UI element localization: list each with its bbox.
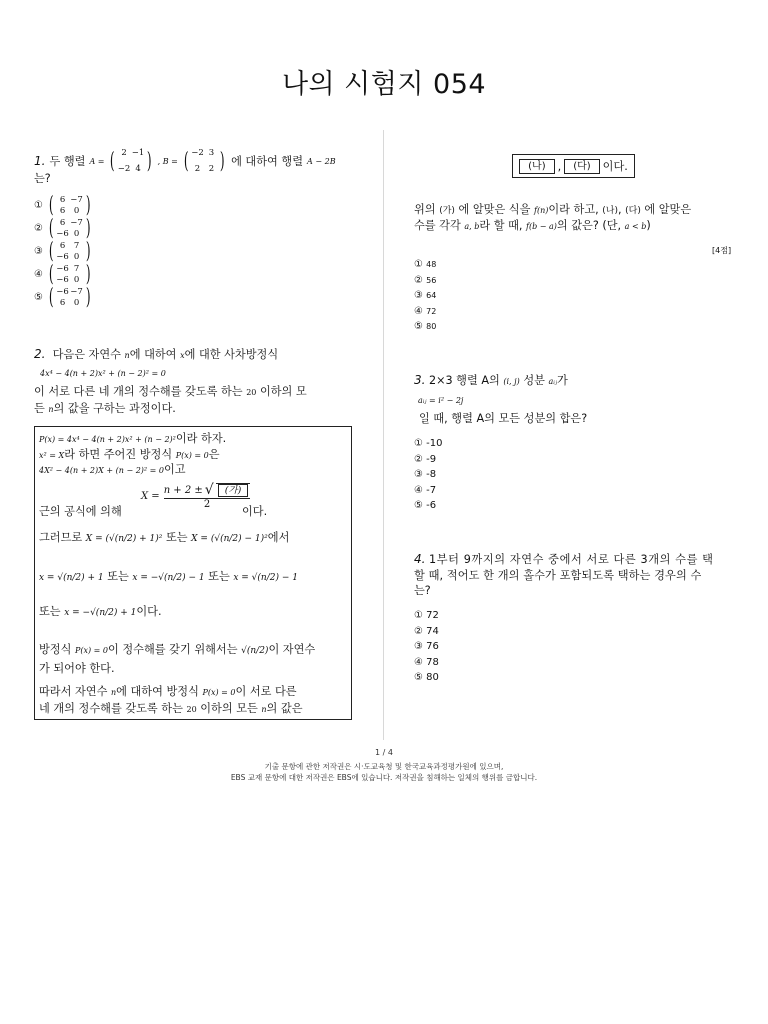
- choice-mark: ②: [414, 625, 427, 637]
- q2b-l1-c: 이라 하고,: [548, 203, 599, 216]
- choice-mark: ②: [414, 274, 427, 286]
- q4-line1: [414, 552, 714, 567]
- matrix-entry: 7: [73, 264, 80, 274]
- box-l6-math3: x = √(n/2) − 1: [233, 573, 298, 583]
- q2-l2-a: 이 서로 다른 네 개의 정수해를 갖도록 하는: [34, 385, 243, 398]
- choice-mark: ②: [34, 222, 43, 234]
- box-l2-math: x² = X: [39, 451, 65, 460]
- box-l8-b: 이 정수해를 갖기 위해서는: [108, 643, 238, 656]
- choice-mark: ③: [414, 641, 427, 652]
- box-l11-c: 의 값은: [266, 702, 303, 715]
- box-l11-twenty: 20: [186, 705, 197, 714]
- choice-mark: ⑤: [414, 500, 427, 511]
- q4-line3: 는?: [414, 584, 431, 597]
- q2b-l2-c: 의 값은? (단,: [556, 219, 622, 232]
- box-l6-math1: x = √(n/2) + 1: [39, 573, 104, 583]
- choice-value: -10: [426, 438, 443, 449]
- matrix-entry: −2: [191, 148, 204, 158]
- q2-x: x: [180, 351, 185, 360]
- q2b-choice-5[interactable]: [414, 321, 436, 337]
- q1-choice-2[interactable]: [34, 217, 92, 240]
- box-l5-mid: 또는: [165, 531, 188, 544]
- q1-text-post: 는?: [34, 172, 51, 185]
- box-l10-math: P(x) = 0: [202, 688, 236, 697]
- q2b-na: (나): [602, 206, 618, 216]
- matrix-entry: 2: [194, 164, 201, 174]
- matrix-entry: 0: [73, 298, 80, 308]
- q2-n: n: [124, 351, 130, 360]
- box-root-formula: X = n + 2 ± √ (가) 2: [141, 482, 250, 510]
- choice-value: 80: [426, 672, 439, 683]
- page-title: 나의 시험지 054: [281, 69, 487, 100]
- choice-matrix: ( −6 7 −6 0 ): [48, 261, 91, 287]
- matrix-entry: −7: [70, 287, 83, 297]
- copyright-line2: EBS 교재 문항에 대한 저작권은 EBS에 있습니다. 저작권을 침해하는 일체의 행위를 금합니다.: [230, 773, 538, 782]
- q2-line2: [34, 384, 307, 400]
- matrix-entry: −7: [70, 195, 83, 205]
- matrix-entry: 2: [208, 164, 215, 174]
- box-l6-or1: 또는: [107, 570, 129, 583]
- box-l1-text: 이라 하자.: [175, 432, 227, 445]
- q2-l3-a: 든: [34, 402, 45, 415]
- choice-mark: ④: [34, 268, 43, 280]
- q2b-l2-b: 라 할 때,: [479, 219, 523, 232]
- choice-matrix: ( 6 −7 6 0 ): [48, 192, 91, 218]
- choice-mark: ④: [414, 484, 427, 496]
- q1-text-mid: 에 대하여 행렬: [231, 155, 304, 168]
- box-line8: [39, 642, 315, 659]
- box-l4-num: n + 2 ±: [163, 484, 203, 496]
- matrix-entry: 0: [73, 275, 80, 285]
- matrix-entry: 6: [59, 218, 66, 228]
- choice-mark: ⑤: [414, 321, 427, 332]
- q3-aij: aᵢⱼ: [548, 377, 557, 386]
- q4-number: 4.: [414, 552, 426, 566]
- box-l5-math2: X = (√(n/2) − 1)²: [191, 534, 268, 544]
- choice-value: -8: [426, 469, 437, 480]
- box-l10-n: n: [110, 688, 117, 697]
- q2b-altb: a < b: [624, 222, 647, 231]
- q2b-da: (다): [625, 206, 641, 216]
- q2b-l1-a: 위의: [414, 203, 436, 216]
- matrix-entry: 4: [135, 164, 141, 174]
- q2b-l1-d: 에 알맞은: [644, 203, 692, 216]
- q2-l1-a: 다음은 자연수: [52, 348, 121, 361]
- q2b-choice-1[interactable]: [414, 259, 436, 275]
- matrix-entry: 3: [208, 148, 215, 158]
- box-line6: [39, 569, 298, 586]
- q3-number: 3.: [414, 373, 426, 387]
- choice-mark: ③: [414, 469, 427, 480]
- page-number: 1 / 4: [375, 748, 393, 757]
- q2-l1-c: 에 대한 사차방정식: [184, 348, 279, 361]
- choice-mark: ③: [414, 290, 427, 301]
- matrix-entry: 2: [121, 148, 127, 158]
- q3-formula: aᵢⱼ = i² − 2j: [418, 396, 464, 405]
- choice-matrix: ( 6 −7 −6 0 ): [48, 215, 91, 241]
- choice-mark: ①: [414, 438, 427, 449]
- q4-line2: 할 때, 적어도 한 개의 홀수가 포함되도록 택하는 경우의 수: [414, 569, 702, 582]
- box-l10-a: 따라서 자연수: [39, 685, 108, 698]
- q2-l3-b: 의 값을 구하는 과정이다.: [53, 402, 176, 415]
- q2b-fn: f(n): [534, 206, 549, 215]
- choice-value: -6: [426, 500, 437, 511]
- matrix-entry: −6: [56, 229, 69, 239]
- q2-twenty: 20: [246, 388, 257, 397]
- box-l4-den: 2: [203, 499, 211, 510]
- box-l7-end: 이다.: [136, 605, 162, 618]
- choice-mark: ①: [34, 199, 43, 211]
- choice-mark: ④: [414, 656, 427, 668]
- choice-value: -7: [426, 484, 437, 496]
- box-l7-pre: 또는: [39, 605, 61, 618]
- box-l3-math: 4X² − 4(n + 2)X + (n − 2)² = 0: [39, 466, 164, 475]
- q3-choice-1[interactable]: [414, 438, 443, 454]
- box-l8-a: 방정식: [39, 643, 72, 656]
- q2-proof-box: [34, 426, 352, 720]
- box-l8-math2: √(n/2): [241, 646, 269, 656]
- q2b-l2-d: ): [646, 219, 651, 232]
- q1-expr: A − 2B: [307, 157, 336, 166]
- q1-choice-5[interactable]: [34, 286, 92, 309]
- box-l11-b: 이하의 모든: [200, 702, 258, 715]
- q2b-choice-2[interactable]: [414, 275, 436, 291]
- matrix-entry: 6: [59, 298, 66, 308]
- q3-line1: [414, 373, 568, 389]
- choice-matrix: ( 6 7 −6 0 ): [48, 238, 91, 264]
- box-l11-n: n: [261, 705, 267, 714]
- matrix-entry: 0: [73, 229, 80, 239]
- na-blank: (나): [519, 159, 554, 174]
- matrix-entry: 6: [59, 241, 66, 251]
- q3-choice-3[interactable]: [414, 469, 443, 485]
- matrix-entry: −6: [56, 275, 69, 285]
- choice-matrix: ( −6 −7 6 0 ): [48, 284, 91, 310]
- q2b-ab: a, b: [464, 222, 480, 231]
- q3-line2: 일 때, 행렬 A의 모든 성분의 합은?: [419, 412, 588, 425]
- box-l5-end: 에서: [267, 531, 290, 544]
- q4-choice-4[interactable]: [414, 657, 439, 673]
- choice-mark: ②: [414, 453, 427, 465]
- q2b-l1-b: 에 알맞은 식을: [458, 203, 531, 216]
- q2-l1-b: 에 대하여: [129, 348, 177, 361]
- q3-choice-5[interactable]: [414, 500, 443, 516]
- q4-choices: [414, 610, 439, 688]
- box-l1-math: P(x) = 4x⁴ − 4(n + 2)x² + (n − 2)²: [39, 435, 176, 444]
- matrix-entry: 6: [59, 206, 66, 216]
- q4-choice-5[interactable]: [414, 672, 439, 688]
- q3-choices: [414, 438, 443, 516]
- q3-l1-a: 2×3 행렬 A의: [429, 374, 500, 387]
- box-l5-math1: X = (√(n/2) + 1)²: [85, 534, 163, 544]
- box-line2: [39, 447, 220, 463]
- choice-value: 72: [426, 610, 439, 621]
- choice-mark: ①: [414, 259, 427, 270]
- q2-l2-b: 이하의 모: [259, 385, 307, 398]
- box-l8-c: 이 자연수: [268, 643, 316, 656]
- q2b-l2-a: 수를 각각: [414, 219, 461, 232]
- box-l4-x: X =: [141, 490, 160, 502]
- da-blank: (다): [564, 159, 599, 174]
- box-l2-text: 라 하면 주어진 방정식: [64, 448, 173, 461]
- box-l2-math2: P(x) = 0: [175, 451, 209, 460]
- matrix-entry: −6: [56, 287, 69, 297]
- q4-l1: 1부터 9까지의 자연수 중에서 서로 다른 3개의 수를 택: [429, 553, 714, 566]
- choice-value: 76: [426, 641, 439, 652]
- q1-a-label: A =: [89, 157, 105, 166]
- q2b-points: [4점]: [712, 246, 732, 255]
- box-l5-text: 그러므로: [39, 531, 83, 544]
- q3-ij: (i, j): [503, 377, 520, 386]
- q3-l1-b: 성분: [523, 374, 545, 387]
- q1-choice-1[interactable]: [34, 194, 92, 217]
- q1-choice-4[interactable]: [34, 263, 92, 286]
- choice-mark: ⑤: [34, 291, 43, 303]
- box-line4-text: 근의 공식에 의해: [39, 505, 122, 518]
- q1-stem: [34, 146, 336, 177]
- q3-l1-c: 가: [557, 374, 568, 387]
- q2b-choice-3[interactable]: [414, 290, 436, 306]
- box-line1: [39, 431, 226, 447]
- choice-value: -9: [426, 453, 437, 465]
- q2b-line1: [414, 202, 691, 219]
- box-l4-end: 이다.: [242, 505, 268, 518]
- q3-choice-4[interactable]: [414, 485, 443, 501]
- q1-text-pre: 두 행렬: [49, 155, 86, 168]
- box-line3: [39, 462, 186, 478]
- box-l11-a: 네 개의 정수해를 갖도록 하는: [39, 702, 183, 715]
- q1-matrix-b: ( −2 3 2 2 ): [182, 146, 227, 177]
- q1-number: 1.: [34, 154, 46, 168]
- matrix-entry: −6: [56, 252, 69, 262]
- matrix-entry: 6: [59, 195, 66, 205]
- choice-mark: ⑤: [414, 672, 427, 683]
- matrix-entry: −2: [117, 164, 131, 174]
- box-l10-c: 이 서로 다른: [235, 685, 297, 698]
- choice-value: 72: [426, 306, 437, 316]
- copyright-line1: 기출 문항에 관한 저작권은 시·도교육청 및 한국교육과정평가원에 있으며,: [264, 762, 504, 771]
- q2b-sep: ,: [617, 203, 622, 216]
- q2b-line2: [414, 218, 651, 234]
- box-line9: 가 되어야 한다.: [39, 662, 115, 675]
- choice-mark: ①: [414, 610, 427, 621]
- matrix-entry: −1: [131, 148, 145, 158]
- choice-value: 78: [426, 656, 439, 668]
- box-l7-math: x = −√(n/2) + 1: [64, 608, 137, 618]
- box-line10: [39, 684, 297, 700]
- choice-value: 80: [426, 322, 437, 331]
- box-line5: [39, 530, 289, 547]
- box-l10-b: 에 대하여 방정식: [116, 685, 199, 698]
- matrix-entry: 0: [73, 252, 80, 262]
- q2-number: 2.: [34, 347, 46, 361]
- box-line7: [39, 604, 162, 621]
- q4-choice-1[interactable]: [414, 610, 439, 626]
- box-l6-or2: 또는: [208, 570, 230, 583]
- matrix-entry: −6: [56, 264, 69, 274]
- q1-choices: [34, 194, 92, 309]
- choice-value: 56: [426, 275, 437, 285]
- choice-value: 48: [426, 260, 437, 269]
- choice-value: 74: [426, 625, 439, 637]
- q1-choice-3[interactable]: [34, 240, 92, 263]
- matrix-entry: −7: [70, 218, 83, 228]
- box-l6-math2: x = −√(n/2) − 1: [132, 573, 205, 583]
- q2b-ga: (가): [439, 206, 455, 216]
- matrix-entry: 7: [73, 241, 80, 251]
- box-ga-blank: (가): [218, 484, 249, 497]
- box-l8-math: P(x) = 0: [74, 646, 108, 655]
- cont-end: 이다.: [602, 159, 628, 173]
- choice-value: 64: [426, 291, 437, 300]
- column-divider: [383, 130, 384, 740]
- q2b-choice-4[interactable]: [414, 306, 436, 322]
- q1-matrix-a: ( 2 −1 −2 4 ): [108, 146, 153, 177]
- q3-choice-2[interactable]: [414, 454, 443, 470]
- q4-choice-2[interactable]: [414, 626, 439, 642]
- choice-mark: ④: [414, 305, 427, 317]
- q2-line3: [34, 401, 176, 417]
- q2-n2: n: [48, 405, 54, 414]
- q2-equation: 4x⁴ − 4(n + 2)x² + (n − 2)² = 0: [40, 369, 166, 378]
- box-l3-text: 이고: [164, 463, 186, 476]
- box-l2-text2: 은: [208, 448, 220, 461]
- q2b-choices: [414, 259, 436, 337]
- q1-b-label: , B =: [157, 157, 178, 166]
- q2-continuation-box: (나) , (다) 이다.: [512, 154, 635, 178]
- matrix-entry: 0: [73, 206, 80, 216]
- choice-mark: ③: [34, 245, 43, 257]
- box-line11: [39, 701, 303, 717]
- q2-line1: [34, 347, 278, 363]
- q4-choice-3[interactable]: [414, 641, 439, 657]
- q2b-fba: f(b − a): [526, 222, 557, 231]
